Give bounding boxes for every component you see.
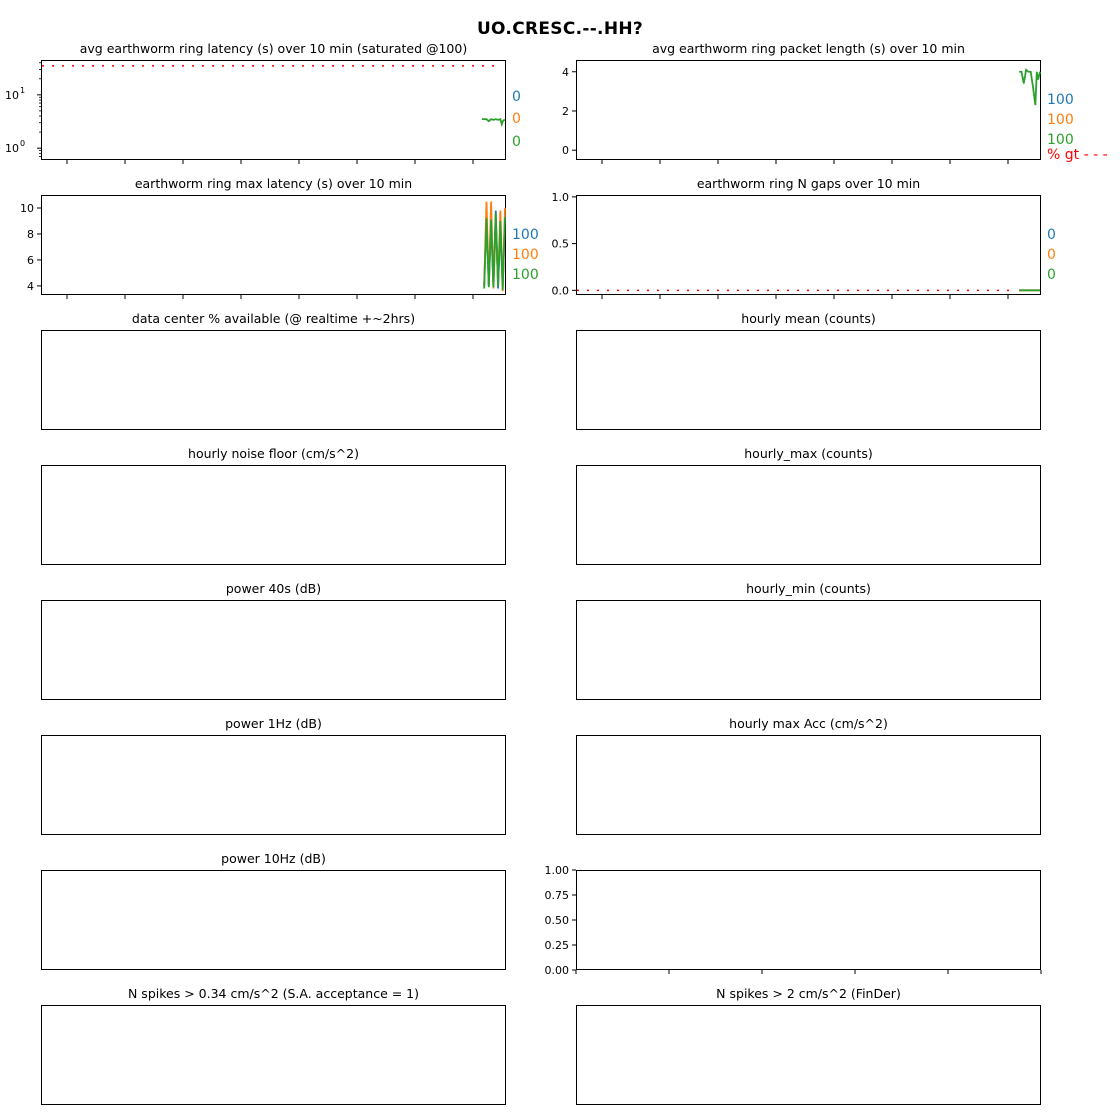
- plot-panel-13: [41, 870, 506, 970]
- plot-panel-8: [576, 465, 1041, 565]
- latency-chart-side-label-3: 0: [512, 134, 521, 150]
- panel-title-6: hourly mean (counts): [741, 311, 876, 326]
- latency-chart-side-label-2: 0: [512, 111, 521, 127]
- plot-panel-11: [41, 735, 506, 835]
- max-latency-chart-side-label-1: 100: [512, 227, 539, 243]
- latency-chart-ytick-exp-1: 0: [20, 139, 26, 149]
- plot-panel-16: [576, 1005, 1041, 1105]
- empty-axes-chart-ytick-label-5: 1.00: [544, 864, 569, 877]
- max-latency-chart-side-label-3: 100: [512, 267, 539, 283]
- plot-panel-2: [576, 60, 1041, 160]
- panel-title-5: data center % available (@ realtime +~2hrs): [131, 311, 416, 326]
- n-gaps-chart-side-label-2: 0: [1047, 247, 1056, 263]
- n-gaps-chart-ytick-label-2: 0.5: [551, 237, 569, 251]
- panel-title-1: avg earthworm ring latency (s) over 10 min (saturated @100): [79, 41, 468, 56]
- plot-panel-10: [576, 600, 1041, 700]
- plot-panel-1: [41, 60, 506, 160]
- plot-panel-7: [41, 465, 506, 565]
- n-gaps-chart-side-label-1: 0: [1047, 227, 1056, 243]
- panel-title-7: hourly noise floor (cm/s^2): [188, 446, 359, 461]
- panel-title-9: power 40s (dB): [225, 581, 322, 596]
- max-latency-chart-ytick-label-2: 6: [27, 253, 34, 267]
- plot-panel-12: [576, 735, 1041, 835]
- panel-title-3: earthworm ring max latency (s) over 10 min: [134, 176, 413, 191]
- max-latency-chart-ytick-label-4: 10: [20, 201, 34, 215]
- panel-title-12: hourly max Acc (cm/s^2): [729, 716, 888, 731]
- panel-title-4: earthworm ring N gaps over 10 min: [696, 176, 921, 191]
- panel-title-8: hourly_max (counts): [744, 446, 873, 461]
- plot-panel-3: [41, 195, 506, 295]
- plot-panel-6: [576, 330, 1041, 430]
- empty-axes-chart-ytick-label-4: 0.75: [544, 889, 569, 902]
- plot-panel-14: [576, 870, 1041, 970]
- max-latency-chart-ytick-label-1: 4: [27, 279, 34, 293]
- latency-chart-ytick-label-2: 10: [5, 88, 19, 102]
- latency-chart-ytick-exp-2: 1: [20, 85, 26, 95]
- packet-length-chart-side-label-2: 100: [1047, 112, 1074, 128]
- n-gaps-chart-side-label-3: 0: [1047, 267, 1056, 283]
- panel-title-15: N spikes > 0.34 cm/s^2 (S.A. acceptance = 1): [127, 986, 420, 1001]
- panel-title-13: power 10Hz (dB): [221, 851, 326, 866]
- latency-chart-side-label-1: 0: [512, 89, 521, 105]
- max-latency-chart-side-label-2: 100: [512, 247, 539, 263]
- figure-title: UO.CRESC.--.HH?: [476, 19, 644, 39]
- empty-axes-chart-ytick-label-2: 0.25: [544, 939, 569, 952]
- panel-title-11: power 1Hz (dB): [225, 716, 322, 731]
- packet-length-chart-side-label-1: 100: [1047, 92, 1074, 108]
- packet-length-chart-ytick-label-3: 4: [562, 65, 569, 79]
- panel-title-10: hourly_min (counts): [746, 581, 871, 596]
- panel-title-16: N spikes > 2 cm/s^2 (FinDer): [716, 986, 901, 1001]
- plot-panel-9: [41, 600, 506, 700]
- packet-length-chart-side-label-3: 100: [1047, 132, 1074, 148]
- n-gaps-chart-ytick-label-1: 0.0: [551, 284, 569, 298]
- plot-panel-4: [576, 195, 1041, 295]
- n-gaps-chart-ytick-label-3: 1.0: [551, 190, 569, 204]
- plot-panel-5: [41, 330, 506, 430]
- max-latency-chart-ytick-label-3: 8: [27, 227, 34, 241]
- packet-length-chart-threshold-label: % gt - - -: [1047, 147, 1108, 163]
- latency-chart-ytick-label-1: 10: [5, 142, 19, 156]
- packet-length-chart-ytick-label-2: 2: [562, 104, 569, 118]
- plot-panel-15: [41, 1005, 506, 1105]
- empty-axes-chart-ytick-label-3: 0.50: [544, 914, 569, 927]
- empty-axes-chart-ytick-label-1: 0.00: [544, 964, 569, 977]
- packet-length-chart-ytick-label-1: 0: [562, 144, 569, 158]
- panel-title-2: avg earthworm ring packet length (s) over 10 min: [652, 41, 965, 56]
